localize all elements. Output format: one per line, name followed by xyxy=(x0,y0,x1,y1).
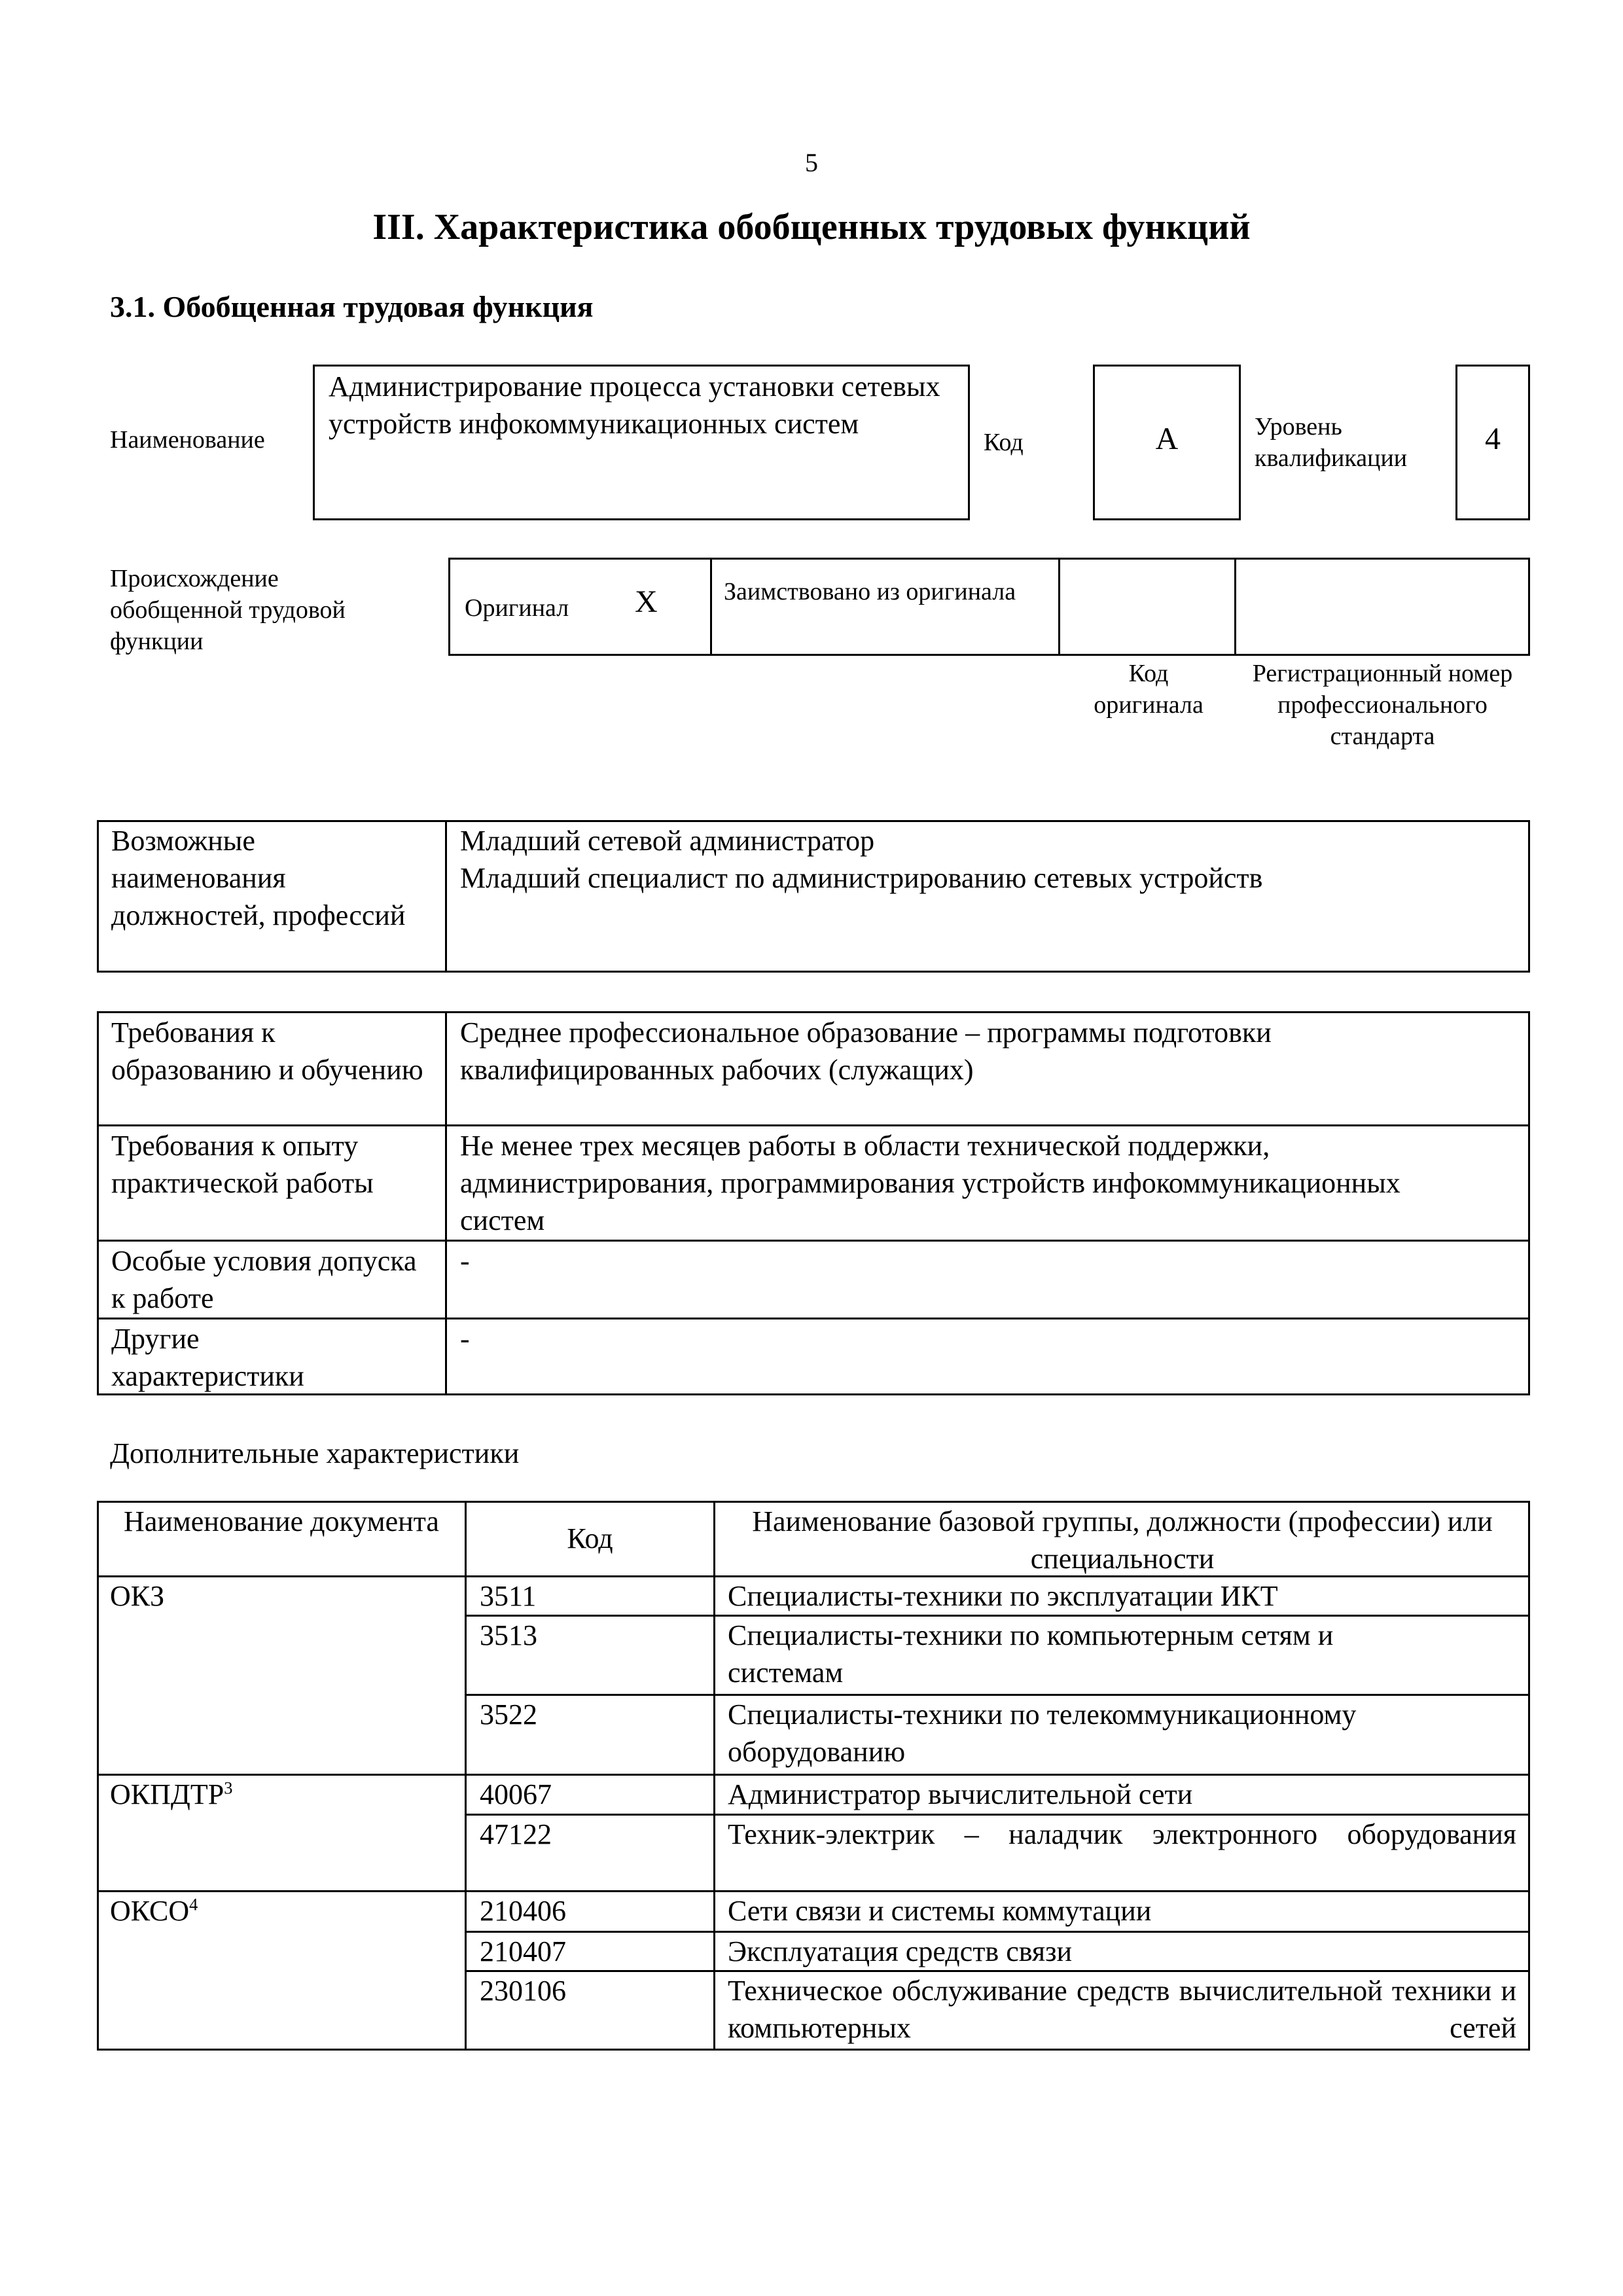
qualification-level-label: Уровень квалификации xyxy=(1255,413,1408,472)
name-cell: Специалисты-техники по эксплуатации ИКТ xyxy=(728,1580,1278,1612)
requirement-label: Требования к образованию и обучению xyxy=(111,1016,423,1086)
page-number: 5 xyxy=(805,148,818,177)
code-cell: 3513 xyxy=(480,1619,537,1651)
requirement-value: - xyxy=(460,1245,470,1277)
code-cell: 230106 xyxy=(480,1975,566,2007)
code-cell: 3522 xyxy=(480,1698,537,1731)
header-name: Наименование базовой группы, должности (профессии) или специальности xyxy=(752,1505,1493,1575)
position-2: Младший специалист по администрированию сетевых устройств xyxy=(460,862,1263,894)
name-cell: Специалисты-техники по компьютерным сетям и системам xyxy=(728,1619,1334,1689)
original-code-caption: Код оригинала xyxy=(1094,660,1204,719)
footnote-4[interactable]: 4 xyxy=(189,1894,198,1914)
code-cell: 47122 xyxy=(480,1818,552,1850)
requirement-label: Требования к опыту практической работы xyxy=(111,1130,374,1199)
requirement-label: Другие характеристики xyxy=(111,1323,304,1392)
function-name-label: Наименование xyxy=(110,426,265,454)
requirement-value: Среднее профессиональное образование – программы подготовки квалифицированных рабочих (служащих) xyxy=(460,1016,1272,1086)
header-document: Наименование документа xyxy=(124,1505,439,1537)
name-cell: Администратор вычислительной сети xyxy=(728,1778,1193,1810)
original-label: Оригинал xyxy=(465,594,569,622)
code-cell: 210406 xyxy=(480,1895,566,1927)
code-cell: 3511 xyxy=(480,1580,537,1612)
function-code-label: Код xyxy=(984,429,1024,456)
code-cell: 40067 xyxy=(480,1778,552,1810)
code-cell: 210407 xyxy=(480,1935,566,1967)
name-cell: Сети связи и системы коммутации xyxy=(728,1895,1152,1927)
qualification-level-value: 4 xyxy=(1485,422,1501,456)
original-mark: Х xyxy=(635,584,658,619)
additional-title: Дополнительные характеристики xyxy=(110,1437,520,1469)
position-1: Младший сетевой администратор xyxy=(460,825,875,857)
borrowed-label: Заимствовано из оригинала xyxy=(724,578,1016,605)
registration-number-caption: Регистрационный номер профессионального стандарта xyxy=(1252,660,1513,750)
document-okso: ОКСО$^4$ xyxy=(110,1894,198,1927)
header-code: Код xyxy=(567,1522,613,1554)
section-title: III. Характеристика обобщенных трудовых функций xyxy=(372,207,1251,247)
name-cell: Эксплуатация средств связи xyxy=(728,1935,1073,1967)
document-okz: ОКЗ xyxy=(110,1580,165,1612)
positions-label: Возможные наименования должностей, профессий xyxy=(111,825,406,931)
function-code-value: А xyxy=(1155,422,1179,456)
name-cell: Техник-электрик – наладчик электронного оборудования xyxy=(728,1818,1516,1850)
name-cell: Техническое обслуживание средств вычислительной техники и компьютерных сетей xyxy=(728,1975,1516,2044)
subsection-title: 3.1. Обобщенная трудовая функция xyxy=(110,290,594,323)
requirement-value: - xyxy=(460,1323,470,1355)
requirement-label: Особые условия допуска к работе xyxy=(111,1245,417,1314)
footnote-3[interactable]: 3 xyxy=(224,1778,233,1798)
requirement-value: Не менее трех месяцев работы в области технической поддержки, администрирования, программирования устройств инфокоммуникационных систем xyxy=(460,1130,1400,1236)
document-okpdtr: ОКПДТР$^3$ xyxy=(110,1778,233,1810)
origin-label: Происхождение обобщенной трудовой функции xyxy=(110,565,346,655)
name-cell: Специалисты-техники по телекоммуникационному оборудованию xyxy=(728,1698,1357,1768)
function-name-value: Администрирование процесса установки сетевых устройств инфокоммуникационных систем xyxy=(329,370,940,440)
